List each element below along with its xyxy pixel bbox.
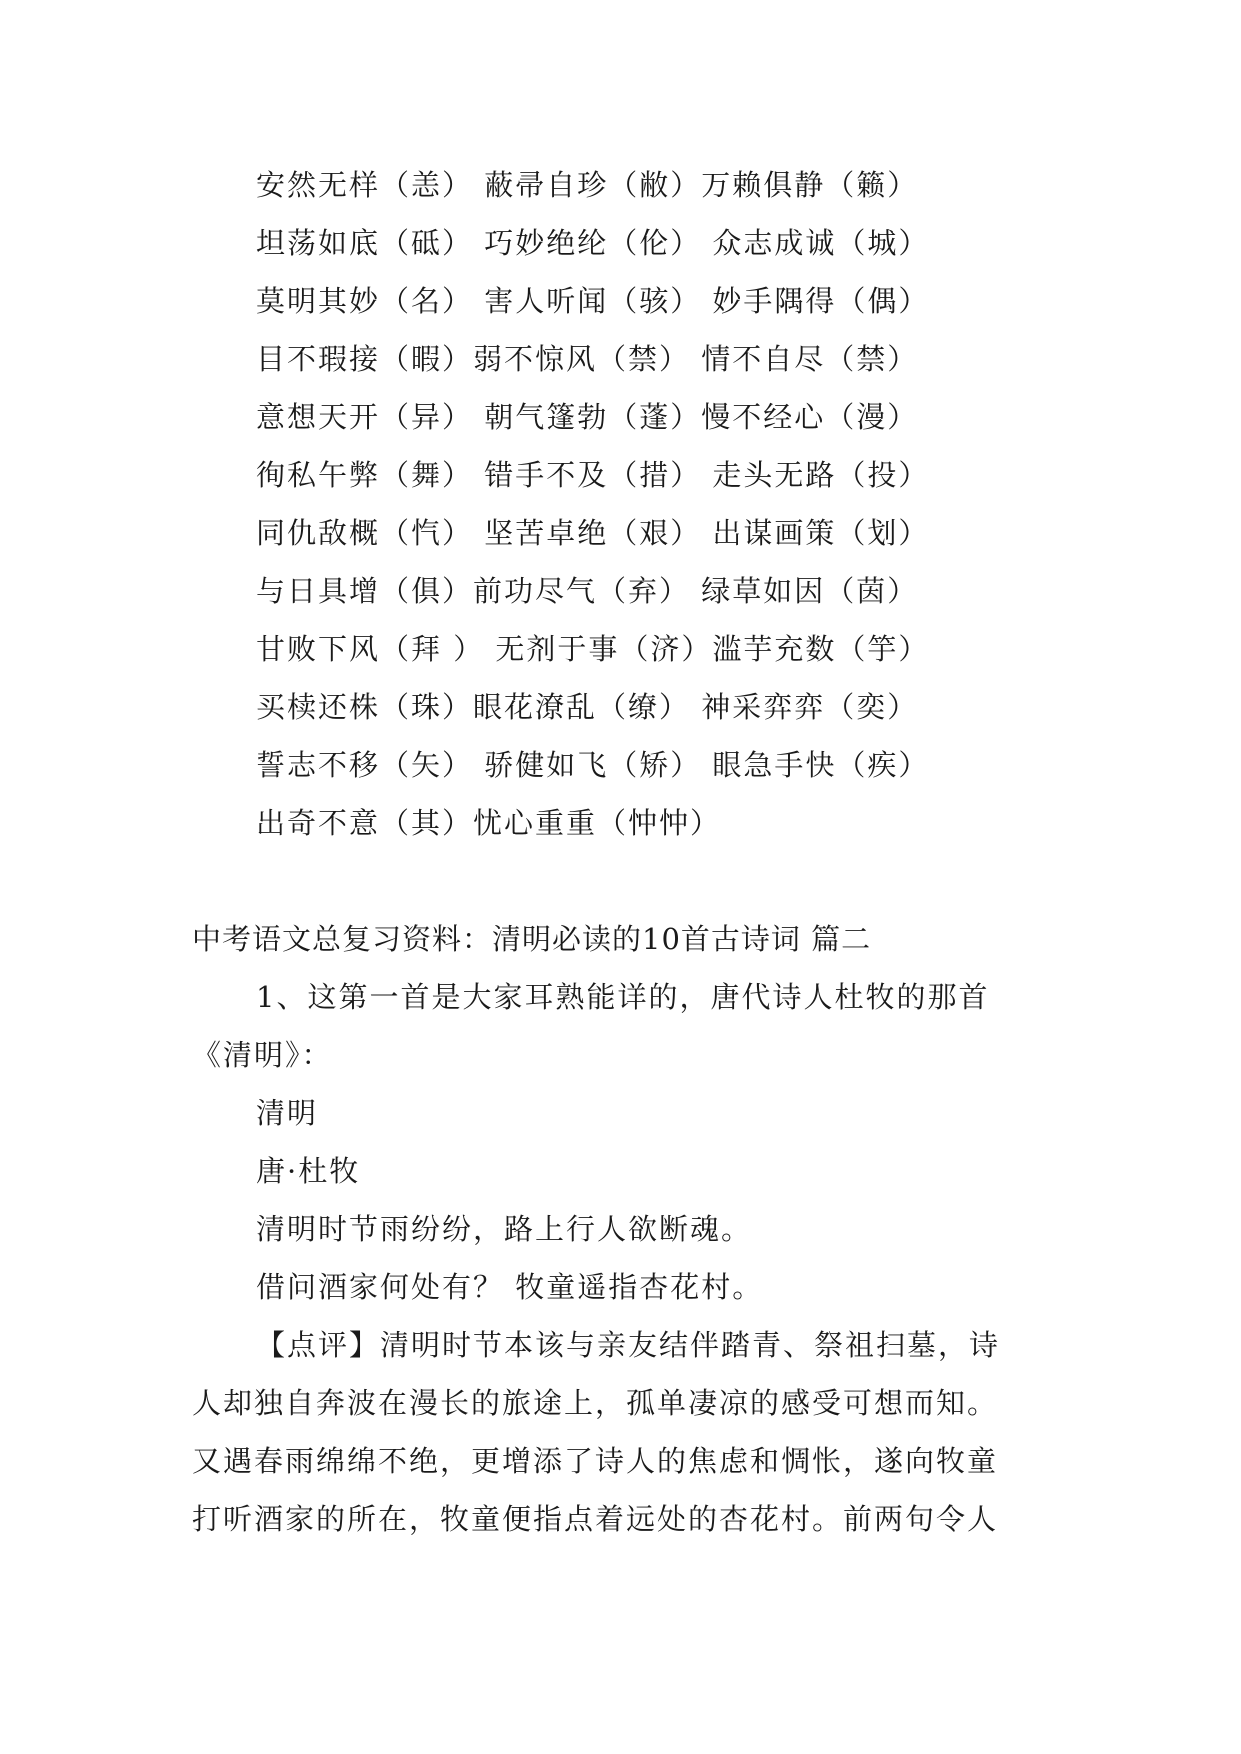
idiom-row: 买椟还株（珠）眼花潦乱（缭） 神采弈弈（奕） <box>256 690 919 724</box>
poem-line: 借问酒家何处有？ 牧童遥指杏花村。 <box>256 1270 764 1304</box>
idiom-row: 坦荡如底（砥） 巧妙绝纶（伦） 众志成诚（城） <box>256 226 930 260</box>
idiom-row: 甘败下风（拜 ） 无剂于事（济）滥芋充数（竽） <box>256 632 930 666</box>
intro-paragraph-line: 1、这第一首是大家耳熟能详的，唐代诗人杜牧的那首 <box>256 980 990 1014</box>
poem-line: 清明时节雨纷纷，路上行人欲断魂。 <box>256 1212 753 1246</box>
idiom-row: 徇私午弊（舞） 错手不及（措） 走头无路（投） <box>256 458 930 492</box>
comment-paragraph-line: 打听酒家的所在，牧童便指点着远处的杏花村。前两句令人 <box>192 1502 999 1536</box>
article-section <box>192 910 1072 1548</box>
idiom-row: 与日具增（俱）前功尽气（弃） 绿草如因（茵） <box>256 574 919 608</box>
poem-author: 唐·杜牧 <box>256 1154 361 1188</box>
idiom-row: 同仇敌概（忾） 坚苦卓绝（艰） 出谋画策（划） <box>256 516 930 550</box>
comment-paragraph-line: 【点评】清明时节本该与亲友结伴踏青、祭祖扫墓，诗 <box>256 1328 1001 1362</box>
idiom-row: 莫明其妙（名） 害人听闻（骇） 妙手隅得（偶） <box>256 284 930 318</box>
idiom-row: 安然无样（恙） 蔽帚自珍（敝）万赖俱静（籁） <box>256 168 919 202</box>
idiom-row: 目不瑕接（暇）弱不惊风（禁） 情不自尽（禁） <box>256 342 919 376</box>
idiom-row: 誓志不移（矢） 骄健如飞（矫） 眼急手快（疾） <box>256 748 930 782</box>
poem-title: 清明 <box>256 1096 319 1130</box>
idiom-correction-list <box>256 156 929 852</box>
section-title: 中考语文总复习资料：清明必读的10首古诗词 篇二 <box>192 922 872 956</box>
idiom-row: 意想天开（异） 朝气篷勃（蓬）慢不经心（漫） <box>256 400 919 434</box>
idiom-row: 出奇不意（其）忧心重重（忡忡） <box>256 806 722 840</box>
comment-paragraph-line: 人却独自奔波在漫长的旅途上，孤单凄凉的感受可想而知。 <box>192 1386 999 1420</box>
comment-paragraph-line: 又遇春雨绵绵不绝，更增添了诗人的焦虑和惆怅，遂向牧童 <box>192 1444 999 1478</box>
intro-paragraph-line: 《清明》： <box>192 1038 333 1072</box>
